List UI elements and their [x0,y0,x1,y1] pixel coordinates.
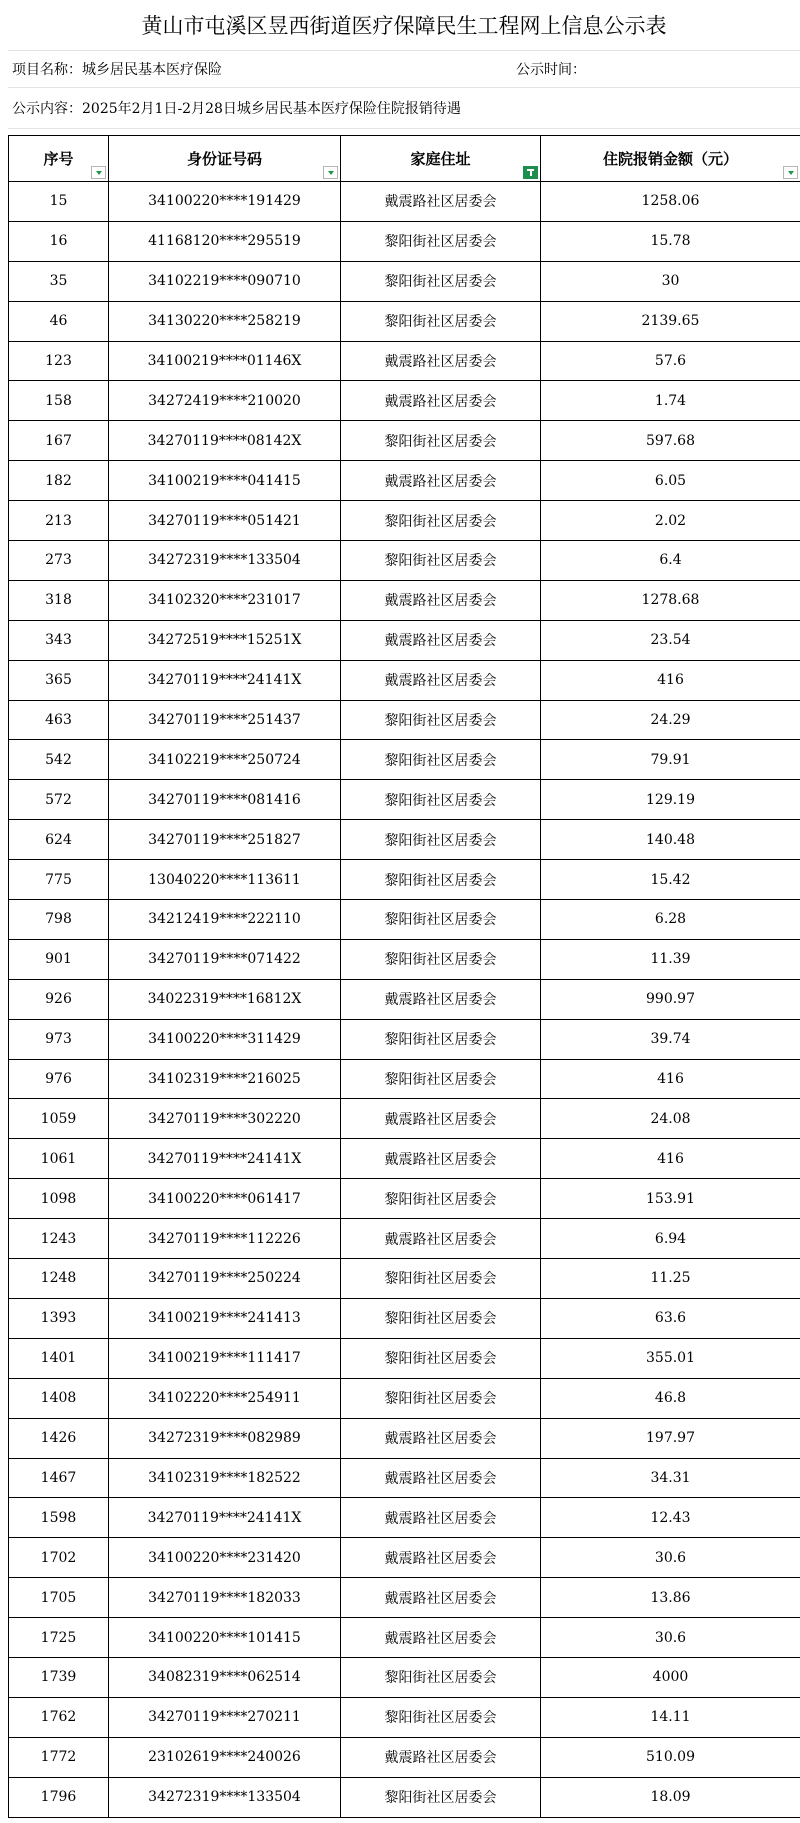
content-text: 2025年2月1日-2月28日城乡居民基本医疗保险住院报销待遇 [82,101,461,117]
amount-cell: 30.6 [541,1618,800,1658]
serial-cell: 16 [9,221,109,261]
amount-cell: 15.78 [541,221,800,261]
serial-cell: 973 [9,1019,109,1059]
table-row [9,1139,800,1179]
address-cell: 黎阳街社区居委会 [341,780,541,820]
serial-cell: 1772 [9,1737,109,1777]
table-row [9,820,800,860]
table-row [9,1697,800,1737]
id-cell: 34270119****251437 [109,700,341,740]
serial-cell: 1426 [9,1418,109,1458]
id-cell: 34102220****254911 [109,1378,341,1418]
serial-cell: 624 [9,820,109,860]
table-row [9,860,800,900]
id-cell: 34270119****24141X [109,1139,341,1179]
address-cell: 戴震路社区居委会 [341,1498,541,1538]
id-cell: 34270119****24141X [109,1498,341,1538]
id-cell: 34100220****101415 [109,1618,341,1658]
meta-row [8,51,800,88]
amount-cell: 11.39 [541,939,800,979]
table-row [9,1219,800,1259]
id-cell: 34270119****250224 [109,1259,341,1299]
address-cell: 戴震路社区居委会 [341,1578,541,1618]
amount-cell: 990.97 [541,979,800,1019]
amount-cell: 355.01 [541,1338,800,1378]
id-cell: 34270119****112226 [109,1219,341,1259]
serial-cell: 1702 [9,1538,109,1578]
address-cell: 戴震路社区居委会 [341,620,541,660]
address-cell: 戴震路社区居委会 [341,660,541,700]
table-row [9,1657,800,1697]
table-row [9,1737,800,1777]
publish-time [512,59,586,79]
id-cell: 34100220****061417 [109,1179,341,1219]
id-cell: 34100219****111417 [109,1338,341,1378]
table-row [9,580,800,620]
table-row [9,421,800,461]
amount-cell: 6.28 [541,900,800,940]
sheet [8,0,800,1818]
id-cell: 34102319****216025 [109,1059,341,1099]
table-row [9,1777,800,1817]
id-cell: 34100219****241413 [109,1298,341,1338]
address-cell: 黎阳街社区居委会 [341,1019,541,1059]
amount-cell: 416 [541,1139,800,1179]
id-cell: 41168120****295519 [109,221,341,261]
header-serial-label: 序号 [43,150,74,168]
amount-cell: 12.43 [541,1498,800,1538]
amount-cell: 6.4 [541,541,800,581]
filter-active-icon[interactable] [523,166,538,179]
table-row [9,221,800,261]
table-row [9,620,800,660]
address-cell: 黎阳街社区居委会 [341,301,541,341]
serial-cell: 1705 [9,1578,109,1618]
amount-cell: 24.29 [541,700,800,740]
serial-cell: 1243 [9,1219,109,1259]
serial-cell: 365 [9,660,109,700]
amount-cell: 129.19 [541,780,800,820]
address-cell: 黎阳街社区居委会 [341,1059,541,1099]
header-id-label: 身份证号码 [186,150,262,168]
header-address[interactable] [341,136,541,182]
amount-cell: 1.74 [541,381,800,421]
table-row [9,1578,800,1618]
address-cell: 黎阳街社区居委会 [341,740,541,780]
amount-cell: 416 [541,660,800,700]
serial-cell: 901 [9,939,109,979]
serial-cell: 1796 [9,1777,109,1817]
serial-cell: 572 [9,780,109,820]
address-cell: 戴震路社区居委会 [341,979,541,1019]
amount-cell: 30 [541,261,800,301]
table-row [9,1019,800,1059]
serial-cell: 976 [9,1059,109,1099]
address-cell: 戴震路社区居委会 [341,1139,541,1179]
serial-cell: 1393 [9,1298,109,1338]
table-row [9,341,800,381]
amount-cell: 510.09 [541,1737,800,1777]
amount-cell: 79.91 [541,740,800,780]
amount-cell: 24.08 [541,1099,800,1139]
header-serial[interactable] [9,136,109,182]
address-cell: 黎阳街社区居委会 [341,1179,541,1219]
amount-cell: 39.74 [541,1019,800,1059]
table-row [9,900,800,940]
serial-cell: 1739 [9,1657,109,1697]
amount-cell: 1278.68 [541,580,800,620]
serial-cell: 463 [9,700,109,740]
address-cell: 黎阳街社区居委会 [341,939,541,979]
serial-cell: 1059 [9,1099,109,1139]
address-cell: 戴震路社区居委会 [341,1219,541,1259]
amount-cell: 11.25 [541,1259,800,1299]
address-cell: 戴震路社区居委会 [341,1618,541,1658]
id-cell: 34270119****051421 [109,501,341,541]
amount-cell: 140.48 [541,820,800,860]
id-cell: 34270119****081416 [109,780,341,820]
serial-cell: 1061 [9,1139,109,1179]
table-row [9,1259,800,1299]
address-cell: 黎阳街社区居委会 [341,900,541,940]
id-cell: 34270119****251827 [109,820,341,860]
serial-cell: 182 [9,461,109,501]
id-cell: 34270119****08142X [109,421,341,461]
table-body [9,182,800,1818]
serial-cell: 167 [9,421,109,461]
table-row [9,541,800,581]
amount-cell: 14.11 [541,1697,800,1737]
address-cell: 黎阳街社区居委会 [341,221,541,261]
table-row [9,740,800,780]
address-cell: 戴震路社区居委会 [341,580,541,620]
serial-cell: 1762 [9,1697,109,1737]
id-cell: 34100220****311429 [109,1019,341,1059]
content-row [8,88,800,129]
table-row [9,1378,800,1418]
address-cell: 黎阳街社区居委会 [341,1697,541,1737]
header-row [9,136,800,182]
serial-cell: 1098 [9,1179,109,1219]
table-row [9,1498,800,1538]
table-row [9,1538,800,1578]
address-cell: 戴震路社区居委会 [341,1418,541,1458]
table-row [9,261,800,301]
amount-cell: 34.31 [541,1458,800,1498]
amount-cell: 13.86 [541,1578,800,1618]
header-id[interactable] [109,136,341,182]
serial-cell: 542 [9,740,109,780]
amount-cell: 2.02 [541,501,800,541]
address-cell: 黎阳街社区居委会 [341,541,541,581]
project-label: 项目名称： [12,62,82,78]
amount-cell: 597.68 [541,421,800,461]
address-cell: 戴震路社区居委会 [341,1099,541,1139]
amount-cell: 23.54 [541,620,800,660]
amount-cell: 15.42 [541,860,800,900]
id-cell: 34102219****250724 [109,740,341,780]
address-cell: 黎阳街社区居委会 [341,1657,541,1697]
id-cell: 34082319****062514 [109,1657,341,1697]
amount-cell: 57.6 [541,341,800,381]
filter-dropdown-icon[interactable] [91,166,106,179]
amount-cell: 6.05 [541,461,800,501]
table-row [9,939,800,979]
address-cell: 黎阳街社区居委会 [341,700,541,740]
address-cell: 黎阳街社区居委会 [341,1298,541,1338]
serial-cell: 35 [9,261,109,301]
table-row [9,979,800,1019]
amount-cell: 1258.06 [541,182,800,222]
address-cell: 戴震路社区居委会 [341,461,541,501]
id-cell: 34100219****01146X [109,341,341,381]
header-amount-label: 住院报销金额（元） [602,150,738,168]
address-cell: 戴震路社区居委会 [341,182,541,222]
address-cell: 黎阳街社区居委会 [341,261,541,301]
address-cell: 黎阳街社区居委会 [341,820,541,860]
id-cell: 34100220****231420 [109,1538,341,1578]
filter-dropdown-icon[interactable] [323,166,338,179]
table-row [9,301,800,341]
data-table [8,135,800,1818]
address-cell: 黎阳街社区居委会 [341,501,541,541]
serial-cell: 213 [9,501,109,541]
amount-cell: 46.8 [541,1378,800,1418]
address-cell: 黎阳街社区居委会 [341,1259,541,1299]
table-row [9,1059,800,1099]
serial-cell: 1725 [9,1618,109,1658]
address-cell: 戴震路社区居委会 [341,341,541,381]
id-cell: 34100219****041415 [109,461,341,501]
id-cell: 34102320****231017 [109,580,341,620]
serial-cell: 775 [9,860,109,900]
amount-cell: 4000 [541,1657,800,1697]
id-cell: 34270119****071422 [109,939,341,979]
id-cell: 34272319****133504 [109,1777,341,1817]
table-row [9,381,800,421]
address-cell: 黎阳街社区居委会 [341,1338,541,1378]
id-cell: 34212419****222110 [109,900,341,940]
id-cell: 34272419****210020 [109,381,341,421]
table-row [9,1418,800,1458]
amount-cell: 2139.65 [541,301,800,341]
id-cell: 23102619****240026 [109,1737,341,1777]
id-cell: 13040220****113611 [109,860,341,900]
id-cell: 34270119****24141X [109,660,341,700]
serial-cell: 46 [9,301,109,341]
id-cell: 34100220****191429 [109,182,341,222]
content-label: 公示内容： [12,101,82,117]
table-row [9,700,800,740]
id-cell: 34272319****133504 [109,541,341,581]
table-row [9,1179,800,1219]
serial-cell: 926 [9,979,109,1019]
address-cell: 黎阳街社区居委会 [341,1378,541,1418]
amount-cell: 197.97 [541,1418,800,1458]
serial-cell: 123 [9,341,109,381]
serial-cell: 1467 [9,1458,109,1498]
serial-cell: 158 [9,381,109,421]
address-cell: 戴震路社区居委会 [341,1737,541,1777]
filter-dropdown-icon[interactable] [783,166,798,179]
id-cell: 34270119****302220 [109,1099,341,1139]
address-cell: 戴震路社区居委会 [341,381,541,421]
address-cell: 戴震路社区居委会 [341,1538,541,1578]
address-cell: 戴震路社区居委会 [341,1458,541,1498]
id-cell: 34270119****270211 [109,1697,341,1737]
id-cell: 34272519****15251X [109,620,341,660]
table-row [9,461,800,501]
amount-cell: 6.94 [541,1219,800,1259]
serial-cell: 798 [9,900,109,940]
address-cell: 黎阳街社区居委会 [341,421,541,461]
address-cell: 黎阳街社区居委会 [341,860,541,900]
header-address-label: 家庭住址 [410,150,471,168]
header-amount[interactable] [541,136,800,182]
table-row [9,1618,800,1658]
project-info [8,59,512,79]
id-cell: 34022319****16812X [109,979,341,1019]
id-cell: 34270119****182033 [109,1578,341,1618]
serial-cell: 318 [9,580,109,620]
id-cell: 34102219****090710 [109,261,341,301]
serial-cell: 343 [9,620,109,660]
id-cell: 34102319****182522 [109,1458,341,1498]
table-row [9,780,800,820]
address-cell: 黎阳街社区居委会 [341,1777,541,1817]
amount-cell: 153.91 [541,1179,800,1219]
amount-cell: 63.6 [541,1298,800,1338]
table-row [9,1338,800,1378]
table-row [9,1458,800,1498]
table-row [9,182,800,222]
serial-cell: 1248 [9,1259,109,1299]
sheet-title: 黄山市屯溪区昱西街道医疗保障民生工程网上信息公示表 [8,0,800,51]
serial-cell: 1401 [9,1338,109,1378]
table-row [9,1298,800,1338]
id-cell: 34130220****258219 [109,301,341,341]
serial-cell: 1598 [9,1498,109,1538]
project-name: 城乡居民基本医疗保险 [82,62,222,78]
amount-cell: 18.09 [541,1777,800,1817]
table-row [9,1099,800,1139]
amount-cell: 416 [541,1059,800,1099]
serial-cell: 273 [9,541,109,581]
amount-cell: 30.6 [541,1538,800,1578]
publish-time-label: 公示时间： [516,62,586,78]
serial-cell: 1408 [9,1378,109,1418]
id-cell: 34272319****082989 [109,1418,341,1458]
serial-cell: 15 [9,182,109,222]
table-row [9,660,800,700]
table-row [9,501,800,541]
